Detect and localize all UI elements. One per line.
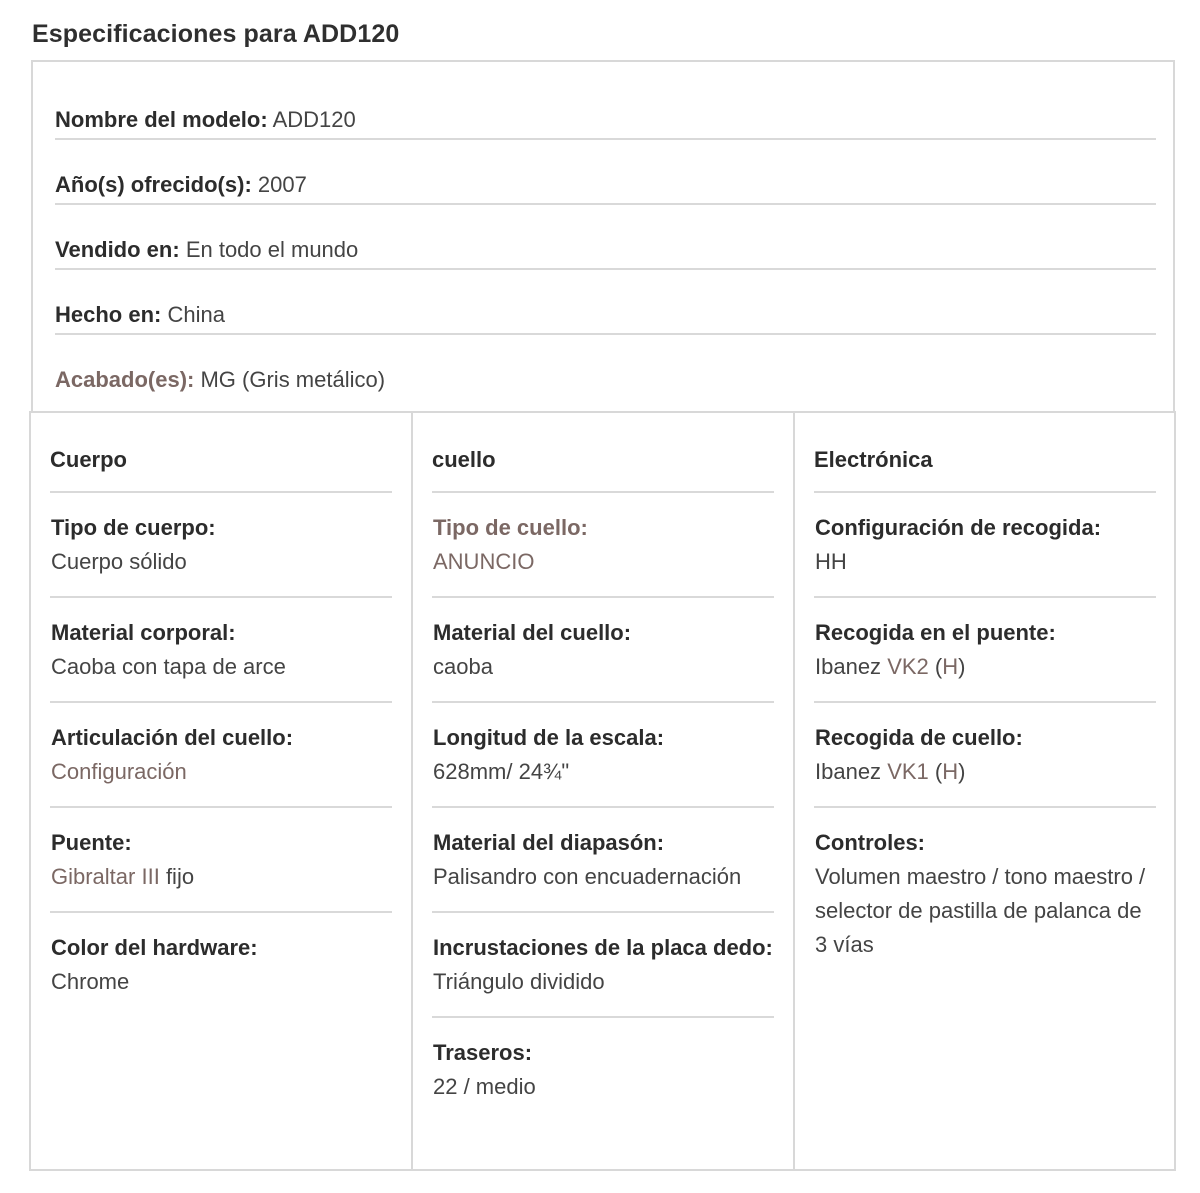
summary-row-sold: [55, 205, 1156, 270]
spec-label: Articulación del cuello:: [51, 725, 294, 750]
summary-row-model: [55, 75, 1156, 140]
spec-item: [50, 703, 392, 808]
finish-value: MG (Gris metálico): [200, 367, 386, 392]
spec-value: [51, 860, 392, 894]
neck-heading: cuello: [432, 413, 774, 493]
spec-item: [432, 493, 774, 598]
spec-value: HH: [815, 549, 847, 574]
spec-label: Incrustaciones de la placa dedo:: [433, 935, 773, 960]
spec-label: Recogida en el puente:: [815, 620, 1056, 645]
paren-open: (: [934, 759, 943, 784]
spec-value: Chrome: [51, 969, 130, 994]
neck-pickup-type-link[interactable]: H: [942, 759, 959, 784]
neck-type-link[interactable]: ANUNCIO: [433, 549, 535, 574]
summary-box: [31, 60, 1175, 412]
spec-value: 628mm/ 24¾": [433, 759, 570, 784]
spec-value: 22 / medio: [433, 1074, 536, 1099]
years-value: 2007: [257, 172, 307, 197]
paren-close: ): [958, 759, 966, 784]
spec-value: [815, 755, 1156, 789]
spec-item: [50, 913, 392, 1016]
bridge-pickup-type-link[interactable]: H: [942, 654, 959, 679]
summary-row-finish: [55, 335, 1156, 400]
neck-type-label-link[interactable]: Tipo de cuello:: [433, 515, 588, 540]
paren-close: ): [958, 654, 966, 679]
page-title: Especificaciones para ADD120: [32, 20, 400, 48]
spec-label: Material del cuello:: [433, 620, 632, 645]
brand-text: Ibanez: [815, 654, 882, 679]
neck-joint-link[interactable]: Configuración: [51, 759, 187, 784]
spec-item: [50, 598, 392, 703]
spec-item: [814, 493, 1156, 598]
made-value: China: [167, 302, 225, 327]
bridge-pickup-link[interactable]: VK2: [887, 654, 929, 679]
sold-label: Vendido en:: [55, 237, 180, 262]
paren-open: (: [934, 654, 943, 679]
spec-label: Controles:: [815, 830, 925, 855]
bridge-value-rest: fijo: [165, 864, 195, 889]
spec-label: Traseros:: [433, 1040, 533, 1065]
spec-item: [432, 808, 774, 913]
bridge-link[interactable]: Gibraltar III: [51, 864, 160, 889]
sold-value: En todo el mundo: [185, 237, 359, 262]
body-heading: Cuerpo: [50, 413, 392, 493]
years-label: Año(s) ofrecido(s):: [55, 172, 252, 197]
body-column: [31, 413, 413, 1169]
electronics-column: [795, 413, 1174, 1169]
specs-grid: [29, 411, 1176, 1171]
spec-item: [432, 1018, 774, 1121]
spec-item: [432, 703, 774, 808]
spec-label: Tipo de cuerpo:: [51, 515, 216, 540]
spec-item: [814, 598, 1156, 703]
spec-label: Material corporal:: [51, 620, 236, 645]
spec-item: [50, 808, 392, 913]
spec-item: [432, 913, 774, 1018]
spec-value: caoba: [433, 654, 493, 679]
summary-row-years: [55, 140, 1156, 205]
spec-value: Palisandro con encuadernación: [433, 864, 742, 889]
spec-value: Cuerpo sólido: [51, 549, 187, 574]
spec-item: [814, 808, 1156, 979]
model-value: ADD120: [272, 107, 356, 132]
spec-label: Color del hardware:: [51, 935, 258, 960]
model-label: Nombre del modelo:: [55, 107, 268, 132]
neck-column: [413, 413, 795, 1169]
neck-pickup-link[interactable]: VK1: [887, 759, 929, 784]
spec-value: Caoba con tapa de arce: [51, 654, 286, 679]
brand-text: Ibanez: [815, 759, 882, 784]
spec-label: Puente:: [51, 830, 132, 855]
made-label: Hecho en:: [55, 302, 162, 327]
spec-label: Material del diapasón:: [433, 830, 665, 855]
summary-row-made: [55, 270, 1156, 335]
spec-label: Longitud de la escala:: [433, 725, 665, 750]
spec-value: Triángulo dividido: [433, 969, 605, 994]
spec-label: Configuración de recogida:: [815, 515, 1102, 540]
spec-item: [50, 493, 392, 598]
spec-value: [815, 650, 1156, 684]
finish-label-link[interactable]: Acabado(es):: [55, 367, 195, 392]
spec-label: Recogida de cuello:: [815, 725, 1023, 750]
electronics-heading: Electrónica: [814, 413, 1156, 493]
spec-item: [814, 703, 1156, 808]
spec-value: Volumen maestro / tono maestro / selector de pastilla de palanca de 3 vías: [815, 864, 1146, 957]
spec-item: [432, 598, 774, 703]
